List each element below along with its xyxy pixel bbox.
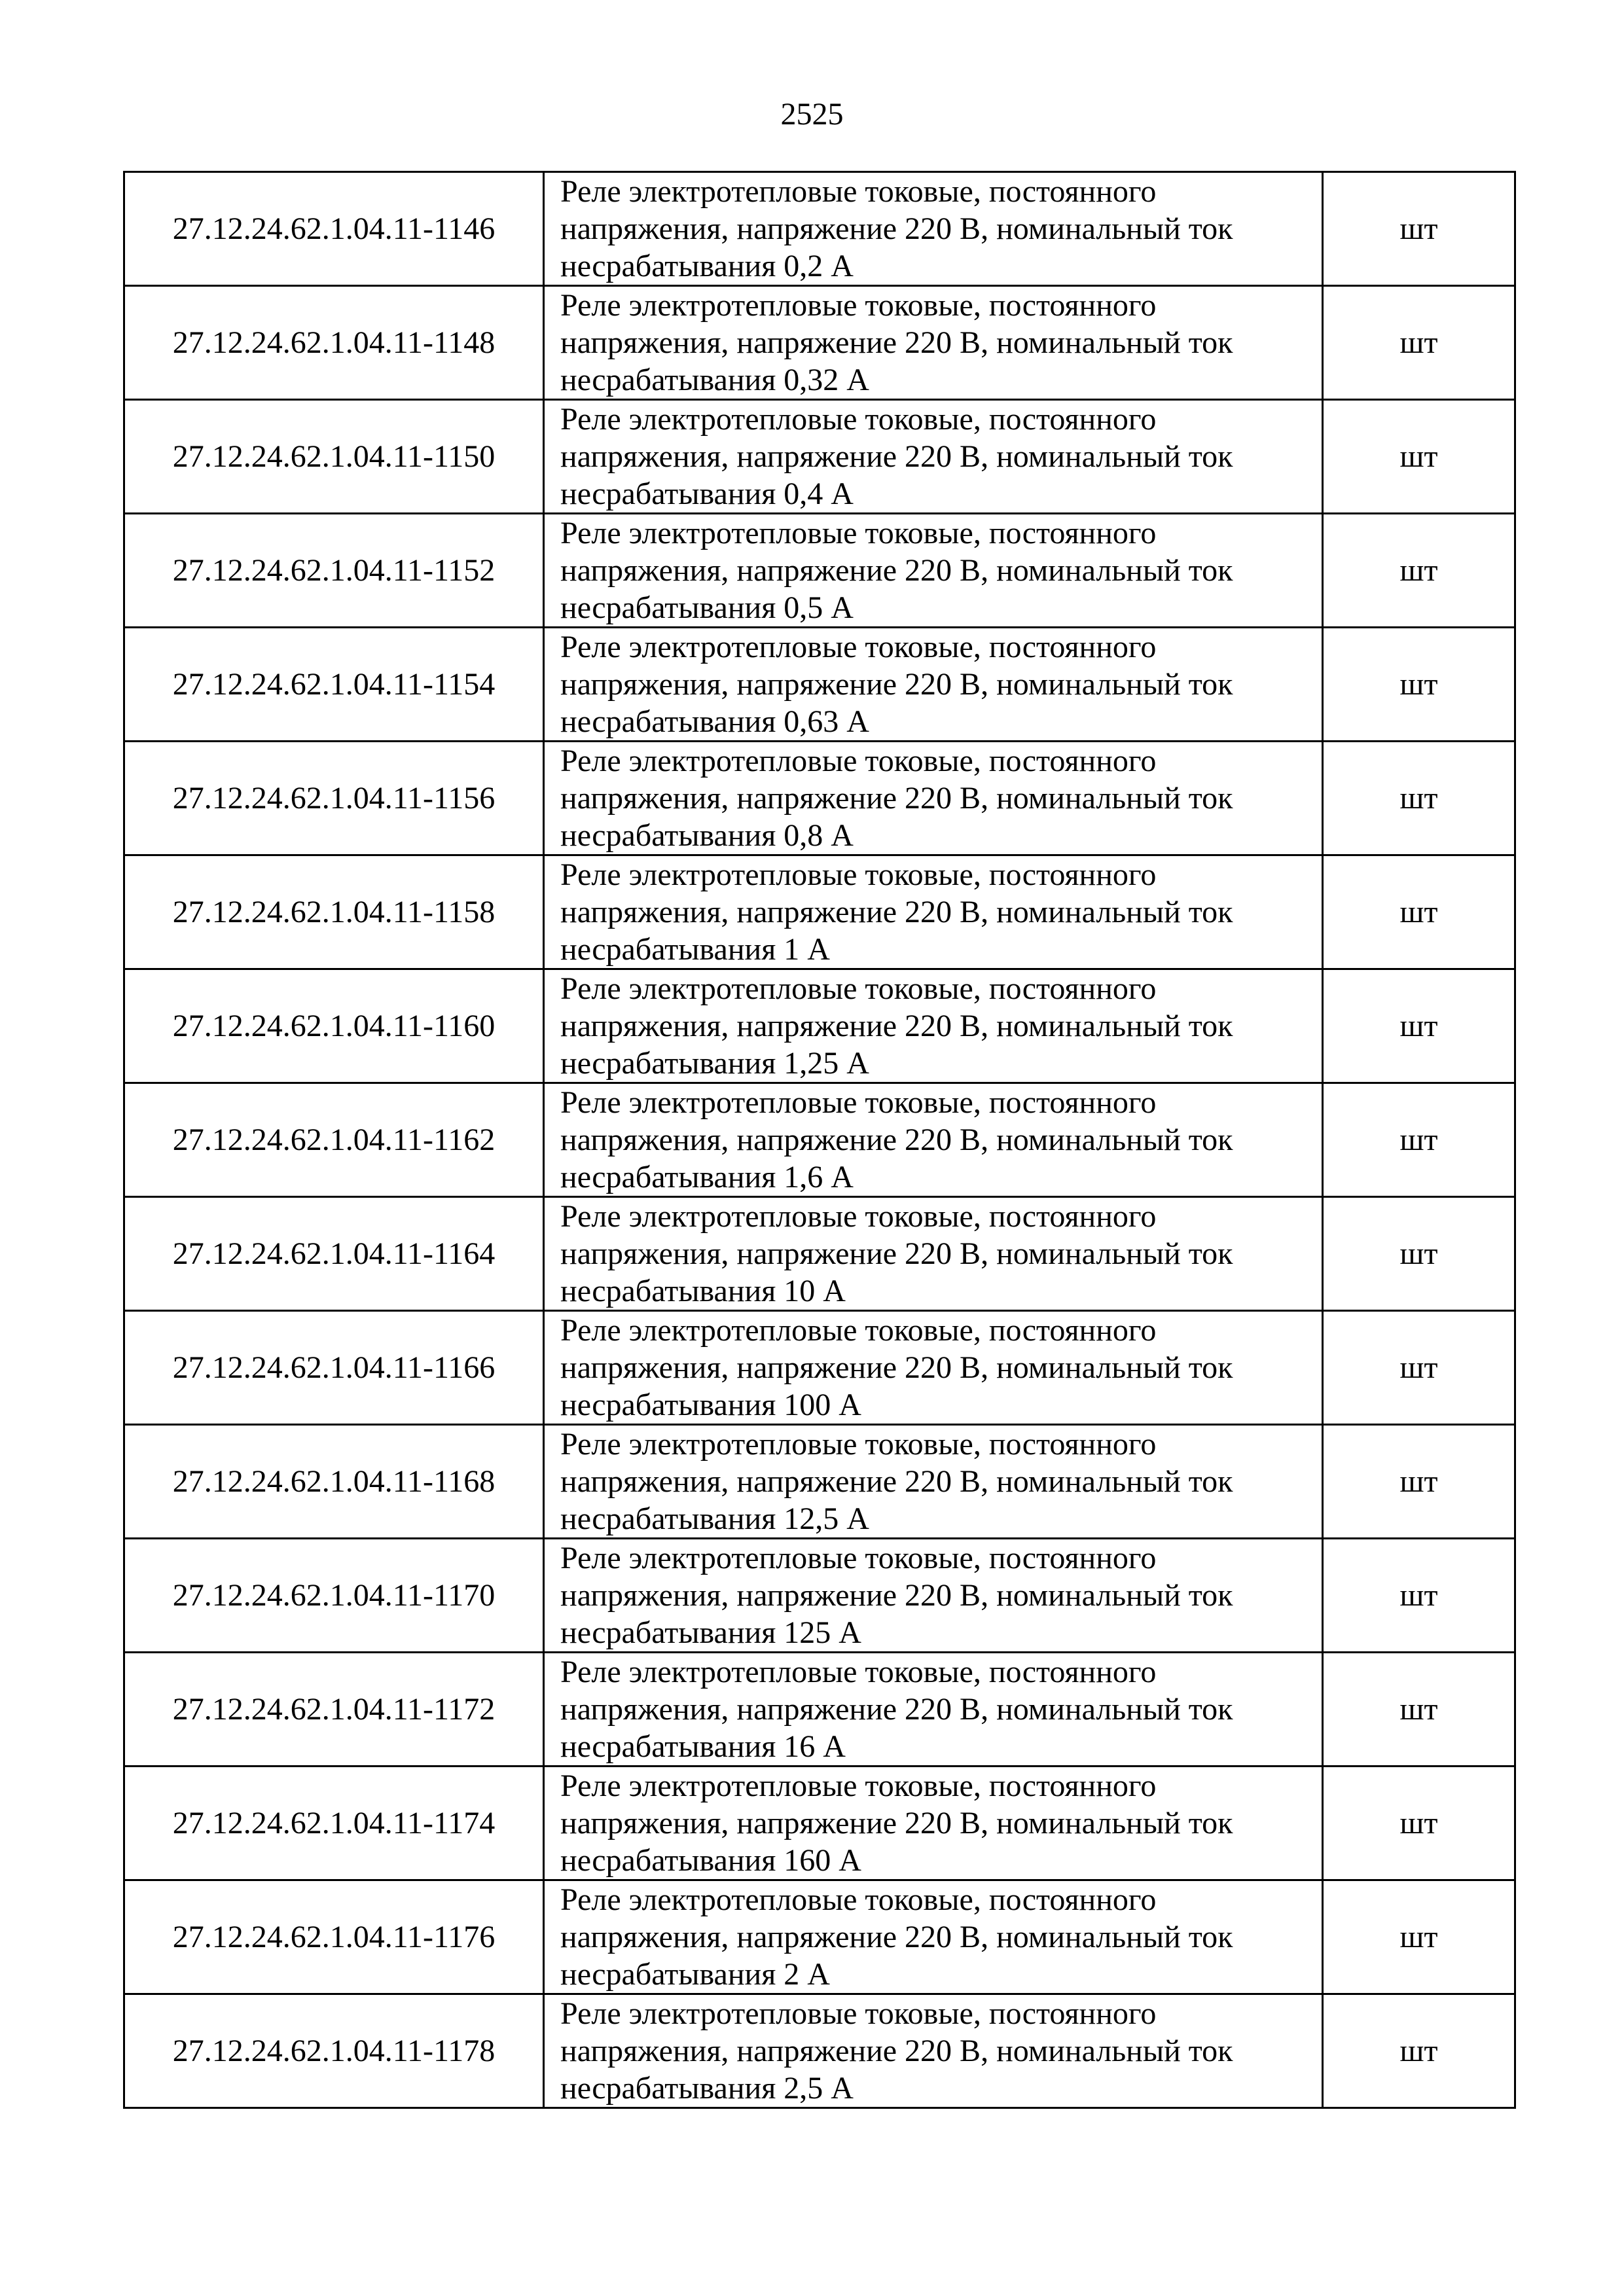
resource-code: 27.12.24.62.1.04.11-1178: [124, 1994, 544, 2108]
resource-description: Реле электротепловые токовые, постоянного напряжения, напряжение 220 В, номинальный ток несрабатывания 1 А: [544, 855, 1323, 969]
resource-code: 27.12.24.62.1.04.11-1156: [124, 742, 544, 855]
page-number: 2525: [780, 97, 844, 132]
unit-of-measure: шт: [1323, 1197, 1515, 1311]
unit-of-measure: шт: [1323, 1767, 1515, 1880]
resource-code: 27.12.24.62.1.04.11-1150: [124, 400, 544, 514]
unit-of-measure: шт: [1323, 400, 1515, 514]
unit-of-measure: шт: [1323, 1880, 1515, 1994]
resource-code: 27.12.24.62.1.04.11-1148: [124, 286, 544, 400]
resource-description: Реле электротепловые токовые, постоянного напряжения, напряжение 220 В, номинальный ток несрабатывания 0,32 А: [544, 286, 1323, 400]
table-row: [124, 1880, 1515, 1994]
resource-code: 27.12.24.62.1.04.11-1154: [124, 628, 544, 742]
unit-of-measure: шт: [1323, 514, 1515, 628]
resource-description: Реле электротепловые токовые, постоянного напряжения, напряжение 220 В, номинальный ток несрабатывания 125 А: [544, 1539, 1323, 1653]
unit-of-measure: шт: [1323, 1539, 1515, 1653]
table-row: [124, 742, 1515, 855]
table-row: [124, 1539, 1515, 1653]
table-row: [124, 855, 1515, 969]
resource-description: Реле электротепловые токовые, постоянного напряжения, напряжение 220 В, номинальный ток несрабатывания 0,63 А: [544, 628, 1323, 742]
unit-of-measure: шт: [1323, 1311, 1515, 1425]
resource-description: Реле электротепловые токовые, постоянного напряжения, напряжение 220 В, номинальный ток несрабатывания 10 А: [544, 1197, 1323, 1311]
table-row: [124, 1083, 1515, 1197]
resource-description: Реле электротепловые токовые, постоянного напряжения, напряжение 220 В, номинальный ток несрабатывания 0,2 А: [544, 172, 1323, 286]
table-row: [124, 514, 1515, 628]
resource-description: Реле электротепловые токовые, постоянного напряжения, напряжение 220 В, номинальный ток несрабатывания 100 А: [544, 1311, 1323, 1425]
resource-code: 27.12.24.62.1.04.11-1160: [124, 969, 544, 1083]
resource-code: 27.12.24.62.1.04.11-1174: [124, 1767, 544, 1880]
table-row: [124, 286, 1515, 400]
unit-of-measure: шт: [1323, 969, 1515, 1083]
table-row: [124, 1767, 1515, 1880]
table-body: [124, 172, 1515, 2108]
table-row: [124, 172, 1515, 286]
table-row: [124, 400, 1515, 514]
table-row: [124, 1653, 1515, 1767]
resource-table: [123, 171, 1516, 2109]
unit-of-measure: шт: [1323, 1994, 1515, 2108]
resource-code: 27.12.24.62.1.04.11-1146: [124, 172, 544, 286]
resource-code: 27.12.24.62.1.04.11-1168: [124, 1425, 544, 1539]
resource-code: 27.12.24.62.1.04.11-1176: [124, 1880, 544, 1994]
unit-of-measure: шт: [1323, 172, 1515, 286]
table-row: [124, 1994, 1515, 2108]
unit-of-measure: шт: [1323, 1425, 1515, 1539]
table-row: [124, 1197, 1515, 1311]
resource-description: Реле электротепловые токовые, постоянного напряжения, напряжение 220 В, номинальный ток несрабатывания 0,8 А: [544, 742, 1323, 855]
resource-code: 27.12.24.62.1.04.11-1152: [124, 514, 544, 628]
resource-code: 27.12.24.62.1.04.11-1166: [124, 1311, 544, 1425]
unit-of-measure: шт: [1323, 1653, 1515, 1767]
resource-description: Реле электротепловые токовые, постоянного напряжения, напряжение 220 В, номинальный ток несрабатывания 2,5 А: [544, 1994, 1323, 2108]
table-row: [124, 1425, 1515, 1539]
unit-of-measure: шт: [1323, 286, 1515, 400]
table-row: [124, 969, 1515, 1083]
resource-description: Реле электротепловые токовые, постоянного напряжения, напряжение 220 В, номинальный ток несрабатывания 12,5 А: [544, 1425, 1323, 1539]
resource-code: 27.12.24.62.1.04.11-1158: [124, 855, 544, 969]
resource-description: Реле электротепловые токовые, постоянного напряжения, напряжение 220 В, номинальный ток несрабатывания 0,4 А: [544, 400, 1323, 514]
unit-of-measure: шт: [1323, 628, 1515, 742]
resource-description: Реле электротепловые токовые, постоянного напряжения, напряжение 220 В, номинальный ток несрабатывания 1,25 А: [544, 969, 1323, 1083]
resource-code: 27.12.24.62.1.04.11-1172: [124, 1653, 544, 1767]
unit-of-measure: шт: [1323, 855, 1515, 969]
unit-of-measure: шт: [1323, 742, 1515, 855]
resource-code: 27.12.24.62.1.04.11-1164: [124, 1197, 544, 1311]
resource-description: Реле электротепловые токовые, постоянного напряжения, напряжение 220 В, номинальный ток несрабатывания 16 А: [544, 1653, 1323, 1767]
resource-description: Реле электротепловые токовые, постоянного напряжения, напряжение 220 В, номинальный ток несрабатывания 0,5 А: [544, 514, 1323, 628]
resource-code: 27.12.24.62.1.04.11-1162: [124, 1083, 544, 1197]
table-row: [124, 628, 1515, 742]
resource-description: Реле электротепловые токовые, постоянного напряжения, напряжение 220 В, номинальный ток несрабатывания 1,6 А: [544, 1083, 1323, 1197]
resource-description: Реле электротепловые токовые, постоянного напряжения, напряжение 220 В, номинальный ток несрабатывания 2 А: [544, 1880, 1323, 1994]
resource-code: 27.12.24.62.1.04.11-1170: [124, 1539, 544, 1653]
table-row: [124, 1311, 1515, 1425]
resource-description: Реле электротепловые токовые, постоянного напряжения, напряжение 220 В, номинальный ток несрабатывания 160 А: [544, 1767, 1323, 1880]
unit-of-measure: шт: [1323, 1083, 1515, 1197]
